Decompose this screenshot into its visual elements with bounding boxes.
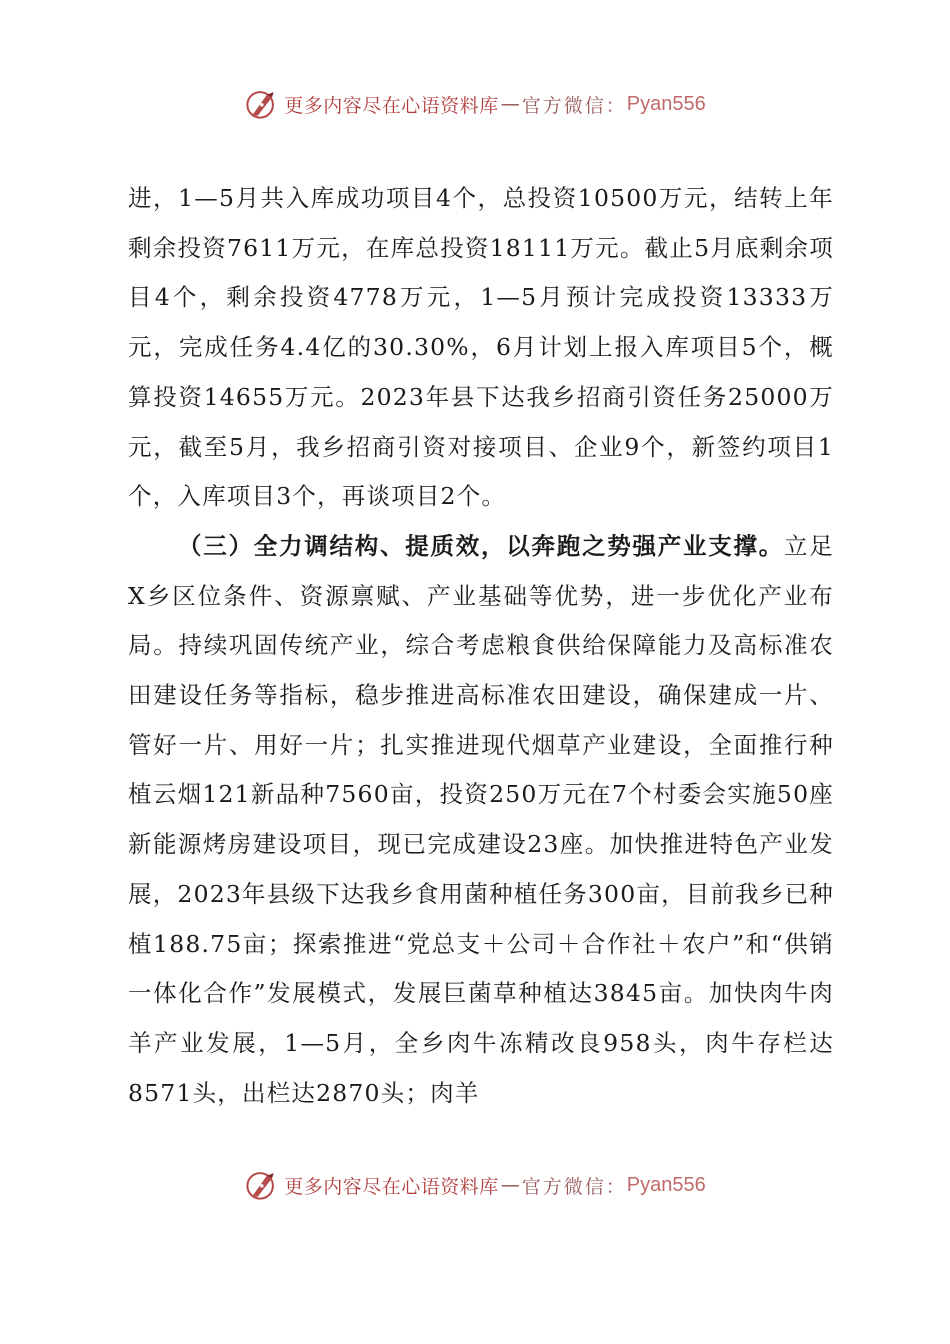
paragraph-text: 立足X乡区位条件、资源禀赋、产业基础等优势，进一步优化产业布局。持续巩固传统产业，综合考虑粮食供给保障能力及高标准农田建设任务等指标，稳步推进高标准农田建设，确保建成一片、管好一片、用好一片；扎实推进现代烟草产业建设，全面推行种植云烟121新品种7560亩，投资250万元在7个村委会实施50座新能源烤房建设项目，现已完成建设23座。加快推进特色产业发展，2023年县级下达我乡食用菌种植任务300亩，目前我乡已种植188.75亩；探索推进“党总支＋公司＋合作社＋农户”和“供销一体化合作”发展模式，发展巨菌草种植达3845亩。加快肉牛肉羊产业发展，1—5月，全乡肉牛冻精改良958头，肉牛存栏达8571头，出栏达2870头；肉羊 xyxy=(128,531,834,1107)
watermark-wechat-id: Pyan556 xyxy=(626,92,706,115)
watermark-wechat-id: Pyan556 xyxy=(626,1173,706,1196)
header-watermark xyxy=(0,82,950,126)
pen-nib-logo-icon xyxy=(244,1168,278,1202)
watermark-separator: — xyxy=(500,1174,520,1196)
footer-watermark xyxy=(0,1163,950,1207)
watermark-site: 更多内容尽在心语资料库 xyxy=(284,94,499,117)
section-heading: （三）全力调结构、提质效，以奔跑之势强产业支撑。 xyxy=(178,531,785,560)
document-body xyxy=(128,174,834,1118)
paragraph xyxy=(128,522,834,1118)
paragraph: 进，1—5月共入库成功项目4个，总投资10500万元，结转上年剩余投资7611万元，在库总投资18111万元。截止5月底剩余项目4个，剩余投资4778万元，1—5月预计完成投资13333万元，完成任务4.4亿的30.30%，6月计划上报入库项目5个，概算投资14655万元。2023年县下达我乡招商引资任务25000万元，截至5月，我乡招商引资对接项目、企业9个，新签约项目1个，入库项目3个，再谈项目2个。 xyxy=(128,184,834,511)
watermark-separator: — xyxy=(500,93,520,115)
watermark-label: 官方微信： xyxy=(521,1175,627,1198)
pen-nib-logo-icon xyxy=(244,87,278,121)
watermark-label: 官方微信： xyxy=(521,94,627,117)
watermark-site: 更多内容尽在心语资料库 xyxy=(284,1175,499,1198)
